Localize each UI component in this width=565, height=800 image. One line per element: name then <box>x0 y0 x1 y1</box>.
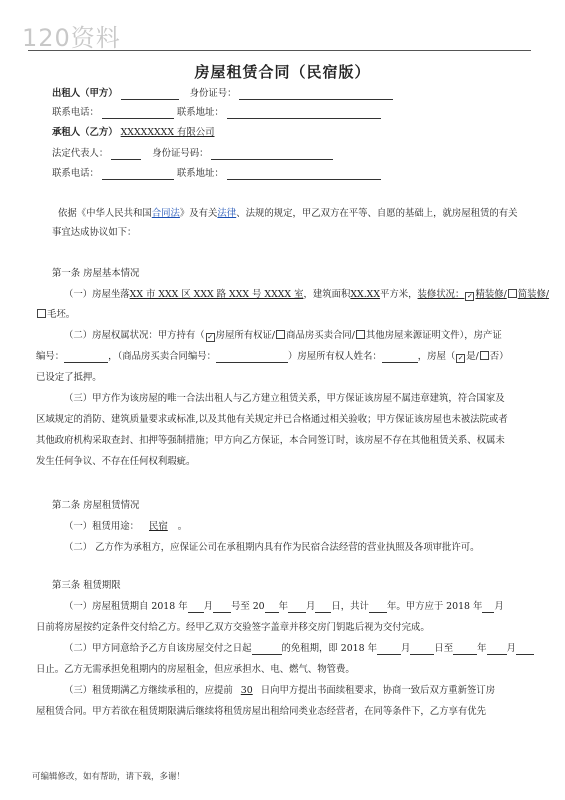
a3p1-t3: 号至 20 <box>230 601 265 612</box>
party-b-id-blank <box>211 149 333 160</box>
blank <box>265 602 279 613</box>
party-a-phone-label: 联系电话： <box>52 107 99 118</box>
a3p3-t2: 日向甲方提出书面续租要求，协商一致后双方重新签订房 <box>260 685 496 696</box>
option-fine-decoration: 精装修 <box>475 289 504 300</box>
a1p1-text-a: （一）房屋坐落 <box>64 289 130 300</box>
article-3-item-2-line-2: 日止。乙方无需承担免租期内的房屋租金，但应承担水、电、燃气、物管费。 <box>36 664 355 675</box>
checkbox-icon[interactable] <box>356 330 365 339</box>
property-address: XX 市 XXX 区 XXX 路 XXX 号 XXXX 室 <box>129 289 304 300</box>
option-ownership-cert: 房屋所有权证/ <box>215 330 276 341</box>
decoration-label: 装修状况： <box>417 289 465 300</box>
a3p1-t2: 月 <box>203 601 213 612</box>
a3p2-t2: 的免租期，即 2018 年 <box>281 643 377 654</box>
intro-text-a: 依据《中华人民共和国 <box>58 208 152 219</box>
option-bare: 毛坯 <box>47 309 66 320</box>
article-3-title: 第三条 租赁期限 <box>52 580 121 591</box>
article-1-item-1-cont: 毛坯。 <box>36 309 75 321</box>
checkbox-icon[interactable] <box>480 351 489 360</box>
checkbox-checked-icon[interactable]: ✓ <box>457 354 464 362</box>
party-b-contact-line <box>52 168 381 180</box>
party-b-id-label: 身份证号码： <box>152 148 209 159</box>
watermark: 120资料 <box>22 24 121 52</box>
party-b-rep-line <box>52 148 333 160</box>
contract-law-link[interactable]: 合同法 <box>151 208 180 219</box>
a3p1-t6: 日，共计 <box>331 601 369 612</box>
a3p2-t6: 月 <box>506 643 516 654</box>
intro-text-c: 、法规的规定，甲乙双方在平等、自愿的基础上，就房屋租赁的有关 <box>236 208 518 219</box>
checkbox-icon[interactable] <box>276 330 285 339</box>
blank <box>288 602 306 613</box>
article-1-item-2 <box>64 330 502 342</box>
article-2-item-2: （二） 乙方作为承租方，应保证公司在承租期内具有作为民宿合法经营的营业执照及各项审批许可。 <box>64 542 480 553</box>
usage-label: （一）租赁用途： <box>64 521 140 532</box>
intro-text-b: 》及有关 <box>179 208 218 219</box>
blank <box>315 602 331 613</box>
option-no: 否） <box>489 351 509 362</box>
party-b-phone-blank <box>102 169 174 180</box>
checkbox-icon[interactable] <box>37 309 46 318</box>
option-other-proof: 其他房屋来源证明文件），房产证 <box>365 330 502 341</box>
property-area: XX.XX <box>350 289 381 300</box>
article-2-item-1: （一）租赁用途： 民宿 。 <box>64 521 188 532</box>
blank <box>516 644 534 655</box>
party-b-label: 承租人（乙方） <box>52 127 118 138</box>
owner-name-blank <box>382 352 418 363</box>
article-3-item-3-line-2: 屋租赁合同。甲方若欲在租赁期限满后继续将租赁房屋出租给同类业态经营者，在同等条件下，乙方享有优先 <box>36 706 487 717</box>
blank <box>482 602 494 613</box>
option-simple-decoration: 简装修 <box>517 289 546 300</box>
article-1-title: 第一条 房屋基本情况 <box>52 268 140 279</box>
blank <box>410 644 434 655</box>
a3p1-t5: 月 <box>306 601 316 612</box>
article-1-item-2-end: 已设定了抵押。 <box>36 372 102 383</box>
article-1-item-2-cont: 编号： ，（商品房买卖合同编号： ）房屋所有权人姓名： ，房屋（ ✓ 是/ 否） <box>36 351 509 362</box>
party-b-line <box>52 127 215 139</box>
blank <box>453 644 477 655</box>
blank <box>377 644 401 655</box>
a3p3-t1: （三）租赁期满乙方继续承租的，应提前 <box>64 685 233 696</box>
article-1-item-3-line-3: 其他政府机构采取查封、扣押等强制措施；甲方向乙方保证，本合同签订时，该房屋不存在其他租赁关系、权属未 <box>36 435 505 446</box>
decoration-status: 装修状况： ✓ 精装修/ 简装修/ <box>417 289 550 300</box>
a3p2-t4: 日至 <box>434 643 454 654</box>
article-1-item-3-line-1: （三）甲方作为该房屋的唯一合法出租人与乙方建立租赁关系，甲方保证该房屋不属违章建筑，符合国家及 <box>64 393 505 404</box>
document-title: 房屋租赁合同（民宿版） <box>194 63 371 81</box>
article-1-item-3-line-2: 区域规定的消防、建筑质量要求或标准,以及其他有关规定并已合格通过相关验收；甲方保证该房屋也未被法院或者 <box>36 414 508 425</box>
party-a-label: 出租人（甲方） <box>52 88 118 99</box>
party-b-phone-label: 联系电话： <box>52 168 99 179</box>
sale-contract-no-label: ，（商品房买卖合同编号： <box>108 351 216 362</box>
owner-name-label: ）房屋所有权人姓名： <box>287 351 382 362</box>
party-b-rep-label: 法定代表人： <box>52 148 109 159</box>
party-a-addr-blank <box>227 108 381 119</box>
blank <box>369 602 387 613</box>
usage-value: 民宿 <box>149 521 168 532</box>
article-3-item-3-line-1 <box>64 685 495 697</box>
checkbox-checked-icon[interactable]: ✓ <box>467 292 473 300</box>
a1p2-text-a: （二）房屋权属状况：甲方持有（ <box>64 330 205 341</box>
article-3-item-1-line-2: 日前将房屋按约定条件交付给乙方。经甲乙双方交验签字盖章并移交房门钥匙后视为交付完成。 <box>36 622 430 633</box>
footer-note: 可编辑修改，如有帮助，请下载，多谢！ <box>32 772 186 782</box>
blank <box>487 644 507 655</box>
a3p2-t1: （二）甲方同意给予乙方自该房屋交付之日起 <box>64 643 252 654</box>
checkbox-checked-icon[interactable]: ✓ <box>207 333 214 341</box>
party-a-contact-line <box>52 107 381 119</box>
law-link[interactable]: 法律 <box>217 208 237 219</box>
party-a-name-blank <box>121 89 179 100</box>
article-2-title: 第二条 房屋租赁情况 <box>52 500 140 511</box>
a3p2-t3: 月 <box>400 643 411 654</box>
a3p2-t5: 年 <box>477 643 487 654</box>
option-yes: 是 <box>466 351 476 362</box>
party-a-addr-label: 联系地址： <box>176 107 224 118</box>
party-a-phone-blank <box>102 108 174 119</box>
blank <box>188 602 204 613</box>
a1p1-text-b: ，建筑面积 <box>303 289 351 300</box>
cert-no-blank <box>64 352 108 363</box>
party-b-company: XXXXXXXX 有限公司 <box>120 127 215 138</box>
a1p1-text-c: 平方米， <box>380 289 418 300</box>
blank <box>213 602 231 613</box>
notice-days: 30 <box>240 685 253 696</box>
party-b-addr-label: 联系地址： <box>176 168 224 179</box>
cert-no-label: 编号： <box>36 351 65 362</box>
blank <box>252 644 282 655</box>
party-a-id-label: 身份证号： <box>189 88 237 99</box>
a3p1-t1: （一）房屋租赁期自 2018 年 <box>64 601 188 612</box>
party-a-line <box>52 88 393 100</box>
checkbox-icon[interactable] <box>508 289 517 298</box>
a3p1-t8: 月 <box>494 601 504 612</box>
mortgage-label: ，房屋（ <box>417 351 456 362</box>
party-b-addr-blank <box>227 169 381 180</box>
sale-contract-no-blank <box>216 352 288 363</box>
party-b-rep-blank <box>111 149 141 160</box>
article-3-item-1-line-1 <box>64 601 504 613</box>
header-rule <box>28 50 531 51</box>
a3p1-t7: 年。甲方应于 2018 年 <box>386 601 483 612</box>
intro-line-1 <box>58 208 517 220</box>
article-3-item-2-line-1 <box>64 643 534 655</box>
party-a-id-blank <box>239 89 393 100</box>
intro-line-2: 事宜达成协议如下： <box>52 227 137 238</box>
article-1-item-1 <box>64 289 549 301</box>
option-sale-contract: 商品房买卖合同/ <box>286 330 355 341</box>
article-1-item-3-line-4: 发生任何争议、不存在任何权利瑕疵。 <box>36 456 196 467</box>
a3p1-t4: 年 <box>278 601 289 612</box>
